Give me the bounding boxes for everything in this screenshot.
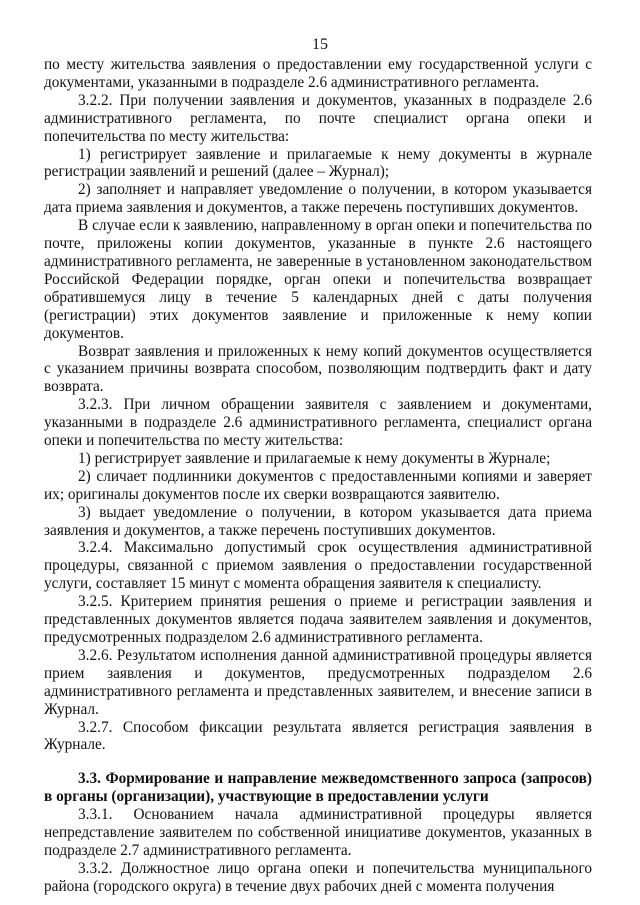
paragraph: В случае если к заявлению, направленному в орган опеки и попечительства по почте, приложены копии документов, указанные в пункте 2.6 настоящего административного регламента, не заверенные в установленном законодательством Российской Федерации порядке, орган опеки и попечительства возвращает обратившемуся лицу в течение 5 календарных дней с даты получения (регистрации) этих документов заявление и приложенные к нему копии документов. [44,217,592,342]
list-item: 2) сличает подлинники документов с предоставленными копиями и заверяет их; оригиналы документов после их сверки возвращаются заявителю. [44,467,592,503]
document-body [44,56,592,896]
paragraph: 3.2.5. Критерием принятия решения о приеме и регистрации заявления и представленных документов является подача заявителем заявления и документов, предусмотренных подразделом 2.6 административного регламента. [44,593,592,646]
section-spacer [44,754,592,770]
section-heading: 3.3. Формирование и направление межведомственного запроса (запросов) в органы (организации), участвующие в предоставлении услуги [44,770,592,806]
list-item: 1) регистрирует заявление и прилагаемые к нему документы в Журнале; [78,449,551,467]
paragraph: 3.3.1. Основанием начала административной процедуры является непредставление заявителем по собственной инициативе документов, указанных в подразделе 2.7 административного регламента. [44,806,592,859]
page-number: 15 [312,36,328,53]
paragraph: 3.2.3. При личном обращении заявителя с заявлением и документами, указанными в подразделе 2.6 административного регламента, специалист органа опеки и попечительства по месту жительства: [44,396,592,450]
list-item: 2) заполняет и направляет уведомление о получении, в котором указывается дата приема заявления и документов, а также перечень поступивших документов. [44,181,592,217]
list-item: 3) выдает уведомление о получении, в котором указывается дата приема заявления и документов, а также перечень поступивших документов. [44,503,592,539]
paragraph: 3.3.2. Должностное лицо органа опеки и попечительства муниципального района (городского округа) в течение двух рабочих дней с момента получения [44,859,592,895]
paragraph: Возврат заявления и приложенных к нему копий документов осуществляется с указанием причины возврата способом, позволяющим подтвердить факт и дату возврата. [44,342,592,396]
paragraph: 3.2.6. Результатом исполнения данной административной процедуры является прием заявления и документов, предусмотренных подразделом 2.6 административного регламента и представленных заявителем, и внесение записи в Журнал. [44,646,592,718]
paragraph: 3.2.4. Максимально допустимый срок осуществления административной процедуры, связанной с приемом заявления о предоставлении государственной услуги, составляет 15 минут с момента обращения заявителя к специалисту. [44,539,592,593]
paragraph: 3.2.7. Способом фиксации результата является регистрация заявления в Журнале. [44,718,592,754]
paragraph: 3.2.2. При получении заявления и документов, указанных в подразделе 2.6 административного регламента, по почте специалист органа опеки и попечительства по месту жительства: [44,91,592,145]
list-item: 1) регистрирует заявление и прилагаемые к нему документы в журнале регистрации заявлений и решений (далее – Журнал); [44,145,592,181]
paragraph: по месту жительства заявления о предоставлении ему государственной услуги с документами, указанными в подразделе 2.6 административного регламента. [44,56,592,91]
